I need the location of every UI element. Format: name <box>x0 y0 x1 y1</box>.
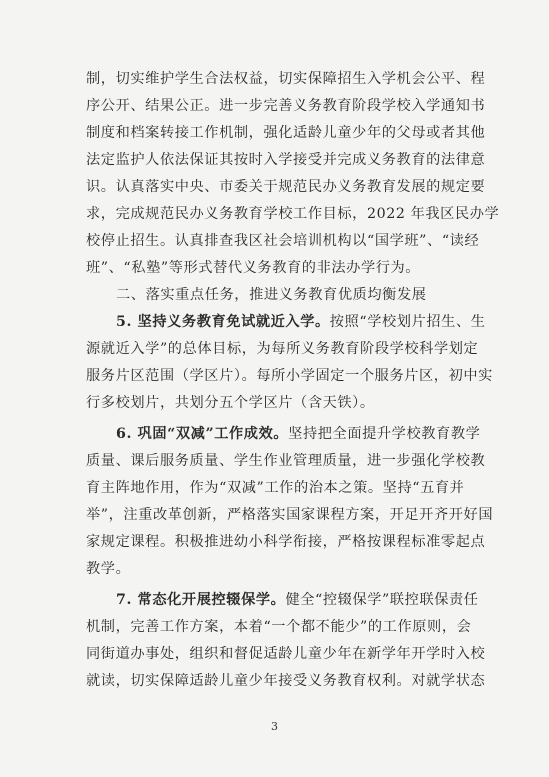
document-body <box>86 66 500 695</box>
text-line: 就读，切实保障适龄儿童少年接受义务教育权利。对就学状态 <box>86 673 486 689</box>
item-5-title: 5. 坚持义务教育免试就近入学。 <box>116 314 330 330</box>
text-line: 育主阵地作用，作为“双减”工作的治本之策。坚持“五育并 <box>86 480 465 496</box>
text-line: 家规定课程。积极推进幼小科学衔接，严格按课程标准零起点 <box>86 534 486 550</box>
page-number: 3 <box>271 720 278 733</box>
item-7-title: 7. 常态化开展控辍保学。 <box>116 592 286 608</box>
text-line: 机制，完善工作方案，本着“一个都不能少”的工作原则，会 <box>86 619 472 635</box>
item-6-text: 坚持把全面提升学校教育教学 <box>288 426 481 442</box>
text-line: 识。认真落实中央、市委关于规范民办义务教育发展的规定要 <box>86 179 486 195</box>
item-7-text: 健全“控辍保学”联控联保责任 <box>285 592 479 608</box>
text-line: 制，切实维护学生合法权益，切实保障招生入学机会公平、程 <box>86 71 486 87</box>
text-line: 校停止招生。认真排查我区社会培训机构以“国学班”、“读经 <box>86 233 480 249</box>
text-line: 序公开、结果公正。进一步完善义务教育阶段学校入学通知书 <box>86 98 486 114</box>
text-line: 教学。 <box>86 561 131 577</box>
text-line: 服务片区范围（学区片）。每所小学固定一个服务片区，初中实 <box>86 368 493 384</box>
text-line: 行多校划片，共划分五个学区片（含天铁）。 <box>86 395 375 411</box>
text-line: 班”、“私塾”等形式替代义务教育的非法办学行为。 <box>86 260 421 276</box>
item-6-title: 6. 巩固“双减”工作成效。 <box>116 426 289 442</box>
text-line: 求，完成规范民办义务教育学校工作目标，2022 年我区民办学 <box>86 206 500 222</box>
item-5-first-line <box>86 309 486 336</box>
text-line: 举”，注重改革创新，严格落实国家课程方案，开足开齐开好国 <box>86 507 494 523</box>
text-line: 质量、课后服务质量、学生作业管理质量，进一步强化学校教 <box>86 453 486 469</box>
text-line: 同街道办事处，组织和督促适龄儿童少年在新学年开学时入校 <box>86 646 486 662</box>
section-heading: 二、落实重点任务，推进义务教育优质均衡发展 <box>116 287 427 303</box>
item-7-first-line <box>86 587 478 614</box>
text-line: 法定监护人依法保证其按时入学接受并完成义务教育的法律意 <box>86 152 486 168</box>
item-5-text: 按照“学校划片招生、生 <box>329 314 486 330</box>
item-6-first-line <box>86 421 481 448</box>
text-line: 源就近入学”的总体目标，为每所义务教育阶段学校科学划定 <box>86 341 479 357</box>
text-line: 制度和档案转接工作机制，强化适龄儿童少年的父母或者其他 <box>86 125 486 141</box>
